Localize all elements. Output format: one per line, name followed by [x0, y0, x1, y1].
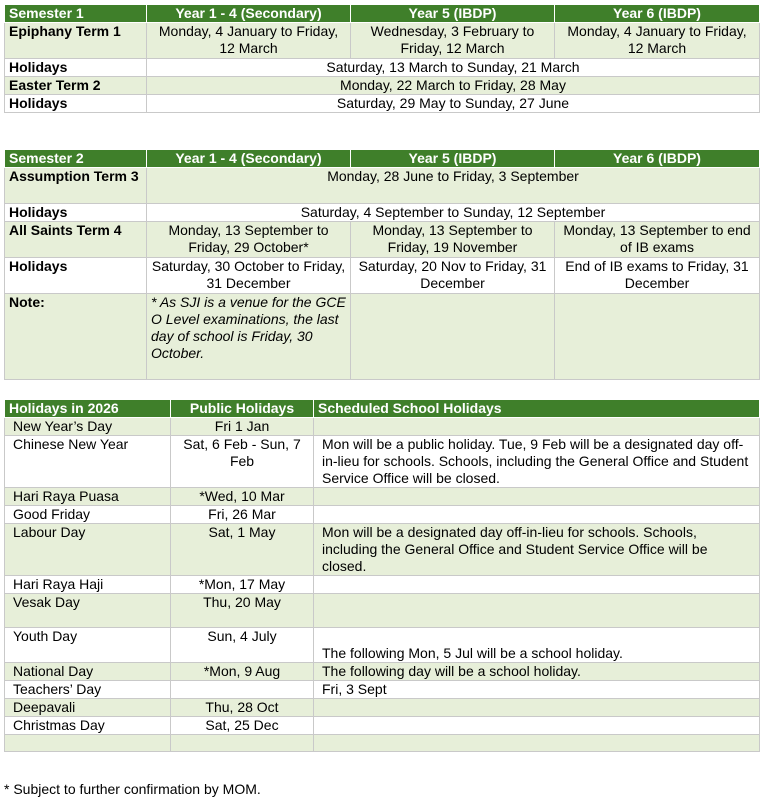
table-row [5, 204, 760, 222]
holiday-date: *Mon, 9 Aug [171, 663, 314, 681]
column-header: Year 6 (IBDP) [555, 150, 760, 168]
column-header: Year 1 - 4 (Secondary) [147, 5, 351, 23]
holiday-date [171, 735, 314, 752]
holiday-date [171, 681, 314, 699]
term-dates: End of IB exams to Friday, 31 December [555, 258, 760, 294]
holiday-note: Mon will be a public holiday. Tue, 9 Feb will be a designated day off-in-lieu for schools. Schools, including the General Office and Student Service Office will be closed. [314, 436, 760, 488]
holiday-name: National Day [5, 663, 171, 681]
column-header: Scheduled School Holidays [314, 400, 760, 418]
holiday-row [5, 506, 760, 524]
column-header: Year 5 (IBDP) [351, 150, 555, 168]
column-header: Public Holidays [171, 400, 314, 418]
holidays-body [5, 418, 760, 752]
table-row [5, 222, 760, 258]
holiday-row [5, 418, 760, 436]
term-label: Assumption Term 3 [5, 168, 147, 204]
holiday-date: *Mon, 17 May [171, 576, 314, 594]
holiday-name: Christmas Day [5, 717, 171, 735]
column-header: Year 6 (IBDP) [555, 5, 760, 23]
table-row [5, 294, 760, 380]
term-dates: Monday, 13 September to Friday, 29 October* [147, 222, 351, 258]
term-dates: Monday, 4 January to Friday, 12 March [555, 23, 760, 59]
empty-cell [555, 294, 760, 380]
column-header: Holidays in 2026 [5, 400, 171, 418]
semester-2-table [4, 149, 760, 380]
holiday-date: Thu, 20 May [171, 594, 314, 628]
holiday-row [5, 717, 760, 735]
holiday-note [314, 418, 760, 436]
holiday-date: Sat, 6 Feb - Sun, 7 Feb [171, 436, 314, 488]
table-row [5, 77, 760, 95]
holiday-name: Chinese New Year [5, 436, 171, 488]
holiday-date: Sun, 4 July [171, 628, 314, 663]
holiday-name: Vesak Day [5, 594, 171, 628]
holiday-note: The following Mon, 5 Jul will be a school holiday. [314, 628, 760, 663]
term-dates: Monday, 13 September to Friday, 19 November [351, 222, 555, 258]
holiday-row [5, 488, 760, 506]
note-label: Note: [5, 294, 147, 380]
term-dates: Monday, 22 March to Friday, 28 May [147, 77, 760, 95]
holiday-row [5, 524, 760, 576]
table-row [5, 59, 760, 77]
term-label: Holidays [5, 59, 147, 77]
holiday-name: Labour Day [5, 524, 171, 576]
holiday-note: Fri, 3 Sept [314, 681, 760, 699]
holiday-note [314, 488, 760, 506]
holiday-row [5, 735, 760, 752]
term-label: Holidays [5, 204, 147, 222]
term-label: Easter Term 2 [5, 77, 147, 95]
holiday-note [314, 506, 760, 524]
holiday-row [5, 594, 760, 628]
holiday-note [314, 717, 760, 735]
holiday-row [5, 576, 760, 594]
holiday-row [5, 699, 760, 717]
footnote: * Subject to further confirmation by MOM. [4, 781, 261, 797]
holiday-name: Youth Day [5, 628, 171, 663]
holiday-date: Fri, 26 Mar [171, 506, 314, 524]
term-label: Holidays [5, 95, 147, 113]
holiday-name: New Year’s Day [5, 418, 171, 436]
table-header-row [5, 5, 760, 23]
table-header-row [5, 150, 760, 168]
holiday-note: The following day will be a school holiday. [314, 663, 760, 681]
holiday-date: Sat, 25 Dec [171, 717, 314, 735]
column-header: Semester 2 [5, 150, 147, 168]
term-dates: Saturday, 29 May to Sunday, 27 June [147, 95, 760, 113]
term-dates: Monday, 28 June to Friday, 3 September [147, 168, 760, 204]
term-dates: Saturday, 4 September to Sunday, 12 September [147, 204, 760, 222]
term-dates: Saturday, 30 October to Friday, 31 December [147, 258, 351, 294]
holiday-name: Good Friday [5, 506, 171, 524]
table-row [5, 23, 760, 59]
holiday-name: Hari Raya Haji [5, 576, 171, 594]
holiday-name: Deepavali [5, 699, 171, 717]
term-dates: Monday, 4 January to Friday, 12 March [147, 23, 351, 59]
column-header: Semester 1 [5, 5, 147, 23]
holiday-row [5, 663, 760, 681]
holiday-date: Sat, 1 May [171, 524, 314, 576]
table-row [5, 258, 760, 294]
holiday-note [314, 735, 760, 752]
holiday-date: *Wed, 10 Mar [171, 488, 314, 506]
holiday-name: Hari Raya Puasa [5, 488, 171, 506]
holiday-note [314, 576, 760, 594]
table-row [5, 168, 760, 204]
empty-cell [351, 294, 555, 380]
holiday-note: Mon will be a designated day off-in-lieu for schools. Schools, including the General Office and Student Service Office will be closed. [314, 524, 760, 576]
term-dates: Saturday, 20 Nov to Friday, 31 December [351, 258, 555, 294]
term-label: Epiphany Term 1 [5, 23, 147, 59]
note-text: * As SJI is a venue for the GCE O Level examinations, the last day of school is Friday, 30 October. [147, 294, 351, 380]
term-label: All Saints Term 4 [5, 222, 147, 258]
holiday-row [5, 628, 760, 663]
term-dates: Monday, 13 September to end of IB exams [555, 222, 760, 258]
holiday-name [5, 735, 171, 752]
table-header-row [5, 400, 760, 418]
semester-1-table [4, 4, 760, 113]
holiday-date: Fri 1 Jan [171, 418, 314, 436]
term-dates: Wednesday, 3 February to Friday, 12 March [351, 23, 555, 59]
holiday-name: Teachers’ Day [5, 681, 171, 699]
term-label: Holidays [5, 258, 147, 294]
holiday-note [314, 699, 760, 717]
table-row [5, 95, 760, 113]
column-header: Year 5 (IBDP) [351, 5, 555, 23]
holiday-date: Thu, 28 Oct [171, 699, 314, 717]
column-header: Year 1 - 4 (Secondary) [147, 150, 351, 168]
holiday-row [5, 436, 760, 488]
holiday-row [5, 681, 760, 699]
term-dates: Saturday, 13 March to Sunday, 21 March [147, 59, 760, 77]
holidays-table [4, 399, 760, 752]
holiday-note [314, 594, 760, 628]
